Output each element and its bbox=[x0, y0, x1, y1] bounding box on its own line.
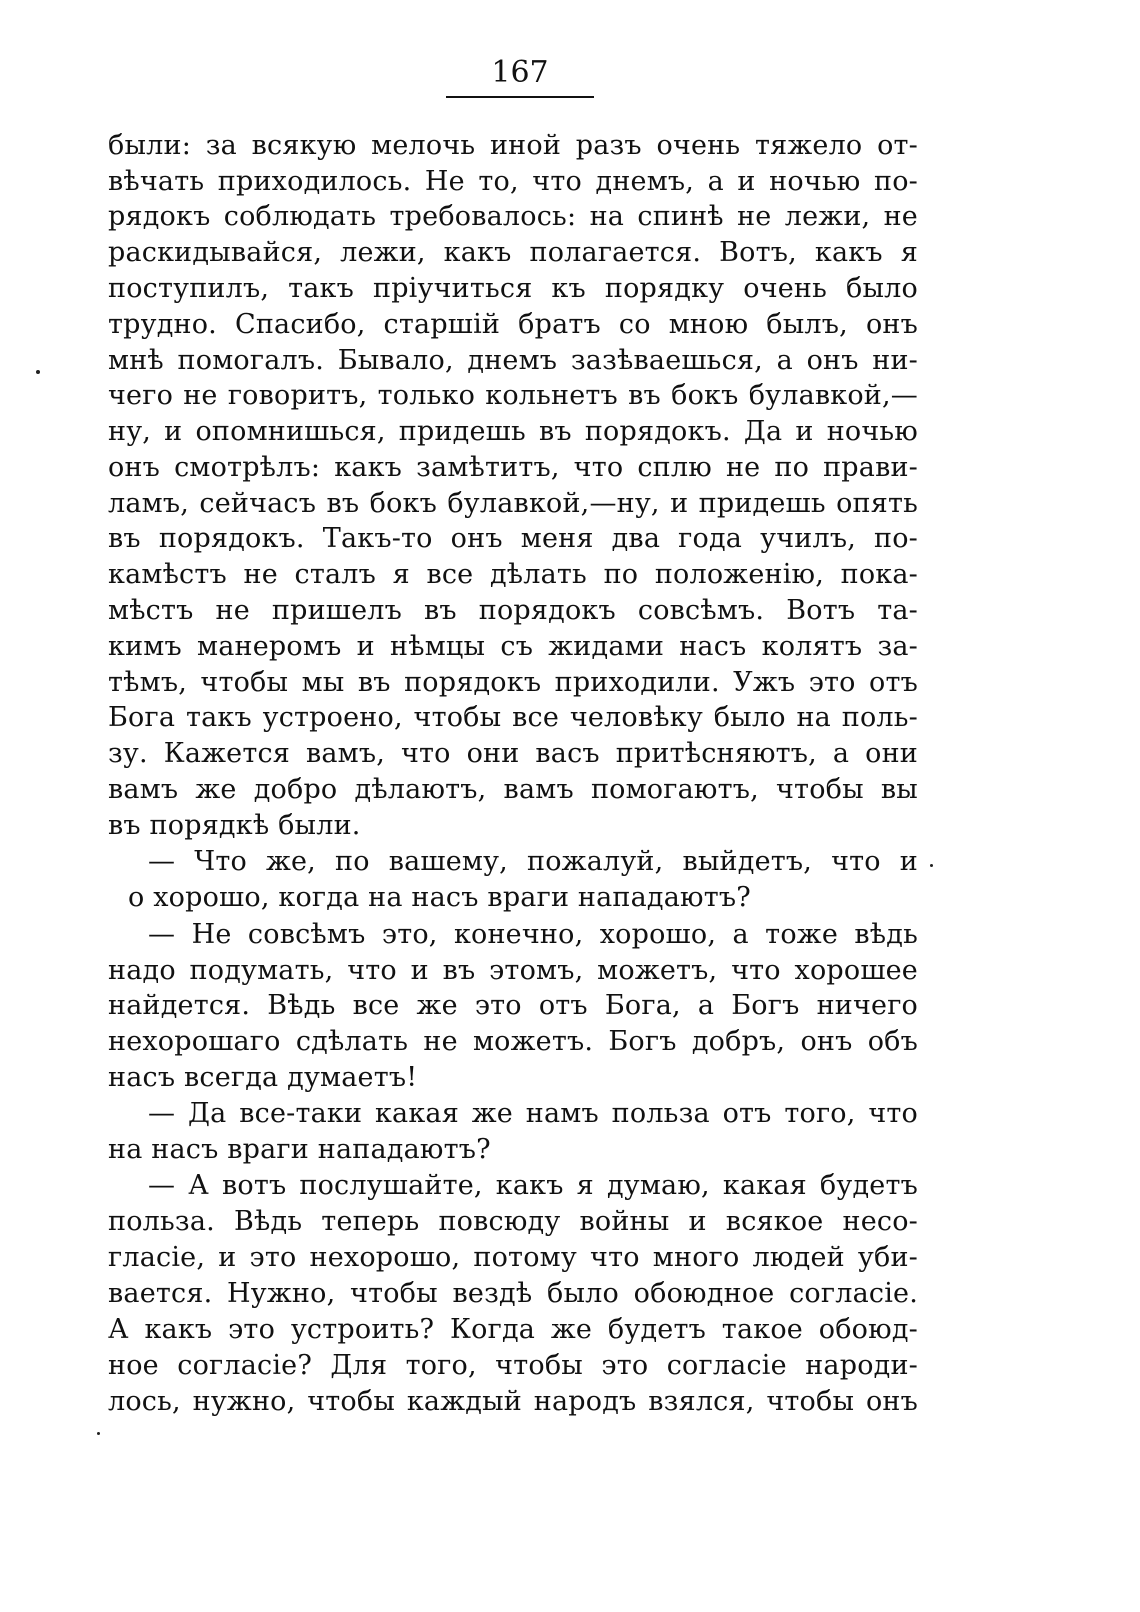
text-line: вается. Нужно, чтобы вездѣ было обоюдное согласіе. bbox=[108, 1278, 918, 1309]
text-line: чего не говоритъ, только кольнетъ въ бокъ булавкой,— bbox=[108, 380, 918, 411]
scan-speck bbox=[930, 864, 933, 867]
text-line: найдется. Вѣдь все же это отъ Бога, а Богъ ничего bbox=[108, 990, 918, 1021]
text-line: мѣстъ не пришелъ въ порядокъ совсѣмъ. Вотъ та- bbox=[108, 595, 918, 626]
text-line: А какъ это устроить? Когда же будетъ такое обоюд- bbox=[108, 1314, 918, 1345]
scan-speck bbox=[97, 1432, 100, 1435]
text-line: польза. Вѣдь теперь повсюду войны и всякое несо- bbox=[108, 1206, 918, 1237]
text-line: вамъ же добро дѣлаютъ, вамъ помогаютъ, чтобы вы bbox=[108, 774, 918, 805]
text-line: мнѣ помогалъ. Бывало, днемъ зазѣваешься, а онъ ни- bbox=[108, 345, 918, 376]
text-line: ное согласіе? Для того, чтобы это согласіе народи- bbox=[108, 1350, 918, 1381]
text-line: — Да все-таки какая же намъ польза отъ того, что bbox=[148, 1098, 918, 1129]
text-line: тѣмъ, чтобы мы въ порядокъ приходили. Ужъ это отъ bbox=[108, 667, 918, 698]
text-line: зу. Кажется вамъ, что они васъ притѣсняютъ, а они bbox=[108, 738, 918, 769]
scan-speck bbox=[36, 370, 40, 374]
text-line: ламъ, сейчасъ въ бокъ булавкой,—ну, и придешь опять bbox=[108, 488, 918, 519]
text-line: — А вотъ послушайте, какъ я думаю, какая будетъ bbox=[148, 1170, 918, 1201]
page-number: 167 bbox=[491, 55, 549, 90]
text-line: онъ смотрѣлъ: какъ замѣтитъ, что сплю не по прави- bbox=[108, 452, 918, 483]
text-line: о хорошо, когда на насъ враги нападаютъ? bbox=[128, 882, 751, 913]
text-line: въ порядокъ. Такъ-то онъ меня два года училъ, по- bbox=[108, 523, 918, 554]
text-line: — Что же, по вашему, пожалуй, выйдетъ, что и bbox=[148, 846, 918, 877]
text-line: — Не совсѣмъ это, конечно, хорошо, а тоже вѣдь bbox=[148, 919, 918, 950]
text-line: гласіе, и это нехорошо, потому что много людей уби- bbox=[108, 1242, 918, 1273]
text-line: насъ всегда думаетъ! bbox=[108, 1062, 418, 1093]
text-line: были: за всякую мелочь иной разъ очень тяжело от- bbox=[108, 130, 918, 161]
text-line: Бога такъ устроено, чтобы все человѣку было на поль- bbox=[108, 702, 918, 733]
text-line: надо подумать, что и въ этомъ, можетъ, что хорошее bbox=[108, 955, 918, 986]
page-number-rule bbox=[446, 96, 594, 98]
text-line: трудно. Спасибо, старшій братъ со мною былъ, онъ bbox=[108, 309, 918, 340]
text-line: ну, и опомнишься, придешь въ порядокъ. Да и ночью bbox=[108, 416, 918, 447]
text-line: раскидывайся, лежи, какъ полагается. Вотъ, какъ я bbox=[108, 237, 918, 268]
text-line: лось, нужно, чтобы каждый народъ взялся, чтобы онъ bbox=[108, 1386, 918, 1417]
text-line: камѣстъ не сталъ я все дѣлать по положенію, пока- bbox=[108, 559, 918, 590]
text-line: вѣчать приходилось. Не то, что днемъ, а и ночью по- bbox=[108, 166, 918, 197]
text-line: нехорошаго сдѣлать не можетъ. Богъ добръ, онъ объ bbox=[108, 1026, 918, 1057]
text-line: рядокъ соблюдать требовалось: на спинѣ не лежи, не bbox=[108, 201, 918, 232]
text-line: на насъ враги нападаютъ? bbox=[108, 1134, 491, 1165]
text-line: въ порядкѣ были. bbox=[108, 810, 361, 841]
text-line: поступилъ, такъ пріучиться къ порядку очень было bbox=[108, 273, 918, 304]
text-line: кимъ манеромъ и нѣмцы съ жидами насъ колятъ за- bbox=[108, 631, 918, 662]
